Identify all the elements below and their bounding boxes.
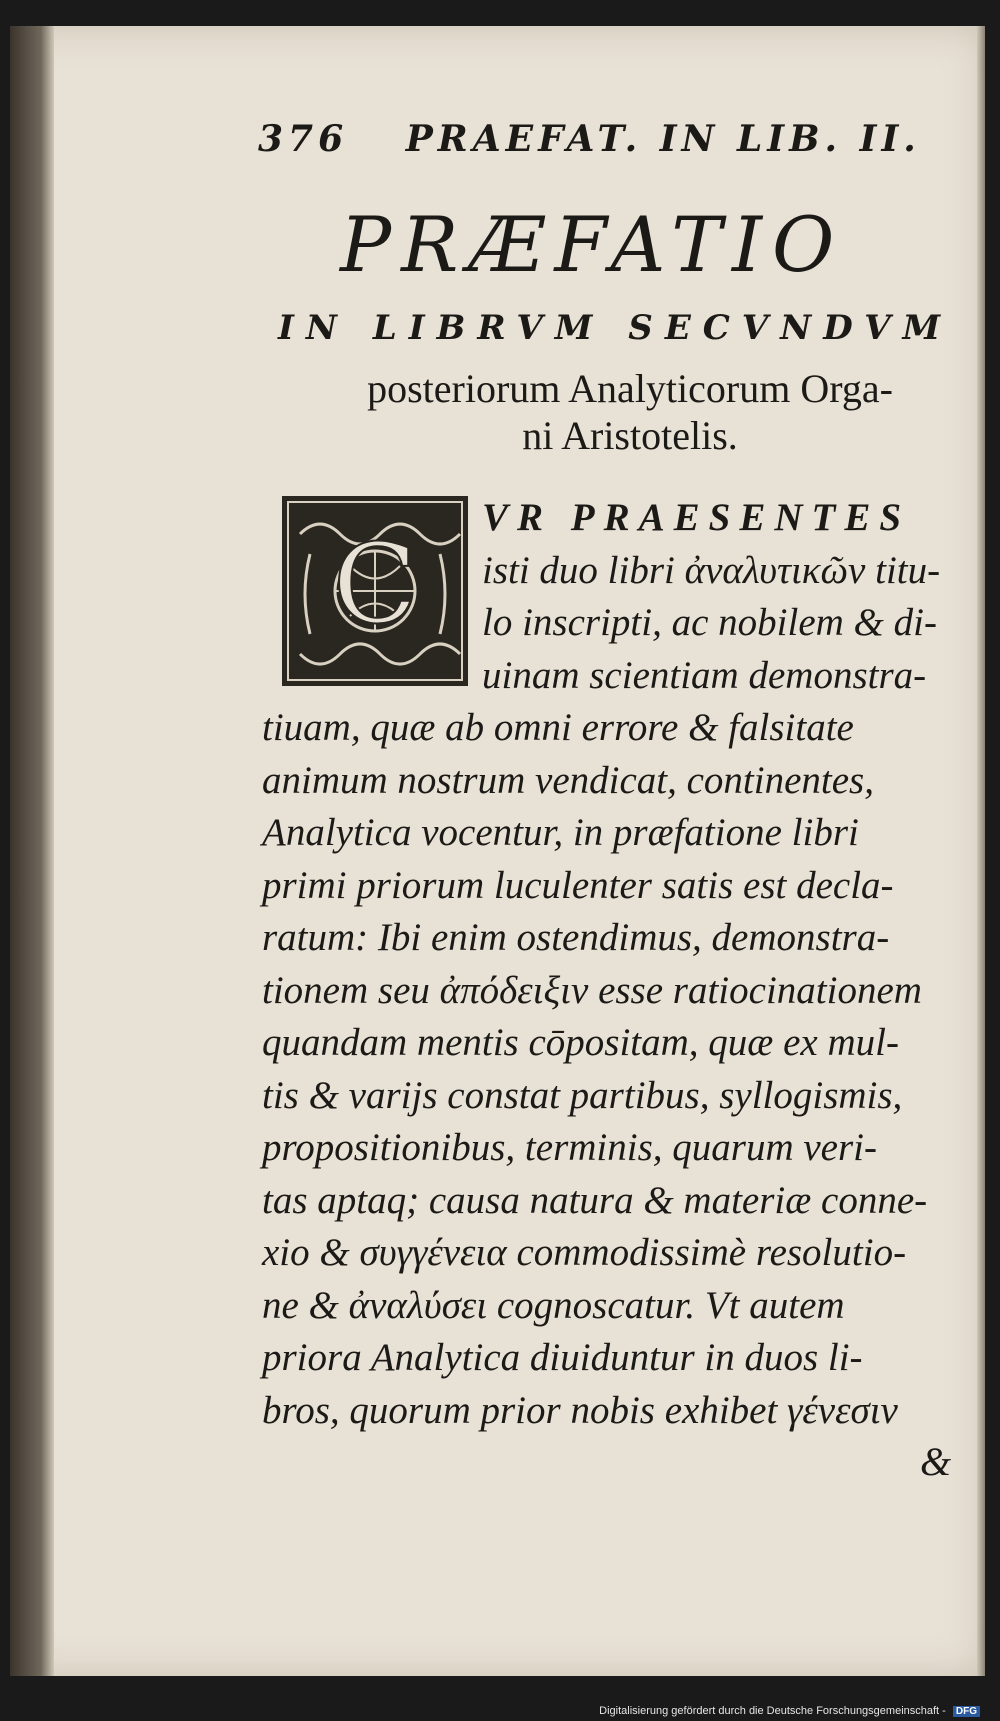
page-number: 376 bbox=[258, 118, 349, 160]
dfg-logo: DFG bbox=[953, 1706, 980, 1717]
body-line: tionem seu ἀπόδειξιν esse ratiocinationem bbox=[262, 968, 922, 1012]
initial-letter: C bbox=[332, 520, 418, 648]
body-line: xio & συγγένεια commodissimè resolutio- bbox=[262, 1231, 907, 1274]
digitization-footer bbox=[599, 1705, 980, 1717]
body-line: priora Analytica diuiduntur in duos li- bbox=[262, 1336, 863, 1379]
body-line: Analytica vocentur, in præfatione libri bbox=[262, 811, 859, 854]
body-line: ne & ἀναλύσει cognoscatur. Vt autem bbox=[262, 1283, 845, 1327]
body-line: isti duo libri ἀναλυτικῶν titu- bbox=[482, 548, 941, 592]
running-head-title: PRAEFAT. IN LIB. II. bbox=[405, 118, 921, 160]
body-line: bros, quorum prior nobis exhibet γένεσιν bbox=[262, 1388, 898, 1432]
footer-text: Digitalisierung gefördert durch die Deutsche Forschungsgemeinschaft - bbox=[599, 1705, 946, 1717]
body-line: VR PRAESENTES bbox=[482, 496, 911, 539]
body-line: uinam scientiam demonstra- bbox=[482, 653, 927, 697]
body-line: propositionibus, terminis, quarum veri- bbox=[262, 1126, 877, 1169]
page-edge bbox=[977, 26, 985, 1676]
body-line: ratum: Ibi enim ostendimus, demonstra- bbox=[262, 916, 890, 959]
body-line: lo inscripti, ac nobilem & di- bbox=[482, 601, 937, 644]
subtitle-line-1: IN LIBRVM SECVNDVM bbox=[278, 308, 953, 348]
body-line: quandam mentis cōpositam, quæ ex mul- bbox=[262, 1021, 899, 1064]
body-line: primi priorum luculenter satis est decla- bbox=[262, 863, 894, 907]
running-head bbox=[258, 118, 948, 160]
chapter-title: PRÆFATIO bbox=[340, 200, 845, 289]
catchword: & bbox=[920, 1439, 952, 1484]
body-line: animum nostrum vendicat, continentes, bbox=[262, 758, 874, 802]
body-line: tiuam, quæ ab omni errore & falsitate bbox=[262, 706, 854, 749]
subtitle-line-3: ni Aristotelis. bbox=[522, 413, 738, 458]
subtitle-line-2: posteriorum Analyticorum Orga- bbox=[367, 366, 893, 411]
book-spine bbox=[10, 26, 54, 1676]
body-line: tas aptaq; causa natura & materiæ conne- bbox=[262, 1178, 928, 1222]
body-line: tis & varijs constat partibus, syllogismis, bbox=[262, 1073, 903, 1117]
body-text bbox=[262, 492, 962, 1437]
